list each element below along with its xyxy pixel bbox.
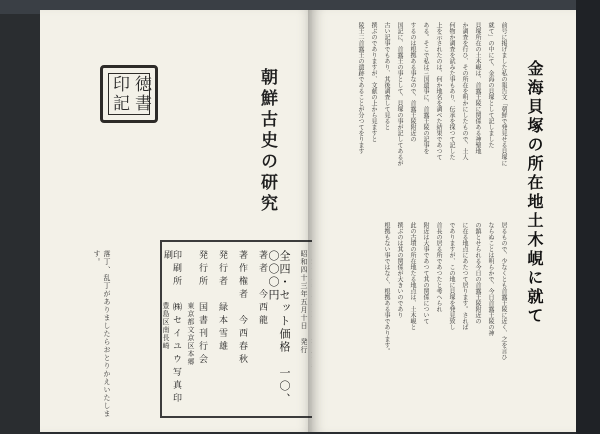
text-column: 古い記事でもあり、其後調査して見ると <box>383 22 390 130</box>
text-column: 国記に、首露王の事として、貝塚の事が記してあるが <box>396 22 403 166</box>
text-column: 就て」の中にて、金海の貝塚として記しました <box>487 22 494 148</box>
text-column: の鎮とせられる今日の首露王陵附近の <box>474 222 481 324</box>
text-column: するのは根拠ある事なので、首露王陵附近の <box>409 22 416 142</box>
colophon-publisher-address: 東京都文京区本郷 <box>187 302 195 366</box>
text-column: ある。そこで私は三国遺事に、首露王陵の記事を <box>422 22 429 154</box>
colophon-printer-address: 豊島区南長崎 <box>162 302 170 350</box>
text-column: ならぬことは明らかで、今日首露王陵の神 <box>487 222 494 336</box>
text-column: か調査を行ひ、その所在を明かにしたもので、土人 <box>461 22 468 160</box>
text-column: 陵王二首露王の遺跡であることが分つてをります <box>357 22 364 154</box>
seal-glyph: 印 <box>113 75 130 95</box>
text-column: 撰ぶのでありますが、文献の上から見ますと <box>370 22 377 142</box>
colophon-box <box>160 240 328 418</box>
text-column: 前号に掲げました私の報告文「朝鮮で発見せる貝塚に <box>500 22 507 166</box>
article-title: 金海貝塚の所在地土木峴に就て <box>525 60 544 326</box>
colophon-author: 著者 今西龍 <box>257 250 267 328</box>
background-right-edge <box>576 0 600 434</box>
text-column: 何物か調査を試みた事もあり、伝承を探つて記した <box>448 22 455 160</box>
seal-stamp <box>100 65 158 123</box>
seal-glyph: 記 <box>113 94 130 114</box>
text-column: 撰ぶのは其の関係が大きいのであり <box>396 222 403 318</box>
colophon-date: 昭和四十三年五月十日 発行 <box>300 250 308 354</box>
misprint-note: 落丁、乱丁がありましたらおとりかえいたします。 <box>93 250 111 418</box>
seal-glyph: 徳 <box>135 75 152 95</box>
colophon-publisher: 発行所 国書刊行会 <box>197 250 207 367</box>
seal-glyph: 書 <box>135 94 152 114</box>
colophon-editor: 著作権者 今西春秋 <box>237 250 247 367</box>
colophon-printer: 印刷所 ㈱セイユウ写真印刷 <box>162 250 181 406</box>
text-column: 貝塚所在の土木峴は、首露王陵に関係ある神聖地 <box>474 22 481 154</box>
text-column: 上を示されたのは、何か地名を調べた結果であつて <box>435 22 442 160</box>
text-column: 根拠もない事ではなく、根拠ある事であります。 <box>383 222 390 354</box>
left-page <box>40 10 312 432</box>
text-column: に在る地点にあたつて居ります。されば <box>461 222 468 330</box>
text-column: 附近は大事であつて其の関係について <box>422 222 429 324</box>
colophon-publisher-person: 発行者 緑本雪雄 <box>217 250 227 354</box>
right-page <box>312 10 576 432</box>
text-column: 居るもので、少なくとも首露王陵に近く、之を言ひ <box>500 222 507 360</box>
colophon-price: 全四・セット価格 一〇、〇〇〇円 <box>267 250 291 406</box>
text-column: でありますが、この地に貝塚を発見致し <box>448 222 455 330</box>
text-column: 此の古墳の所在地たる地点は、土木峴と <box>409 222 416 330</box>
text-column: 首長の居る所であつたと考へられ <box>435 222 442 312</box>
book-title: 朝鮮古史の研究 <box>257 68 277 215</box>
